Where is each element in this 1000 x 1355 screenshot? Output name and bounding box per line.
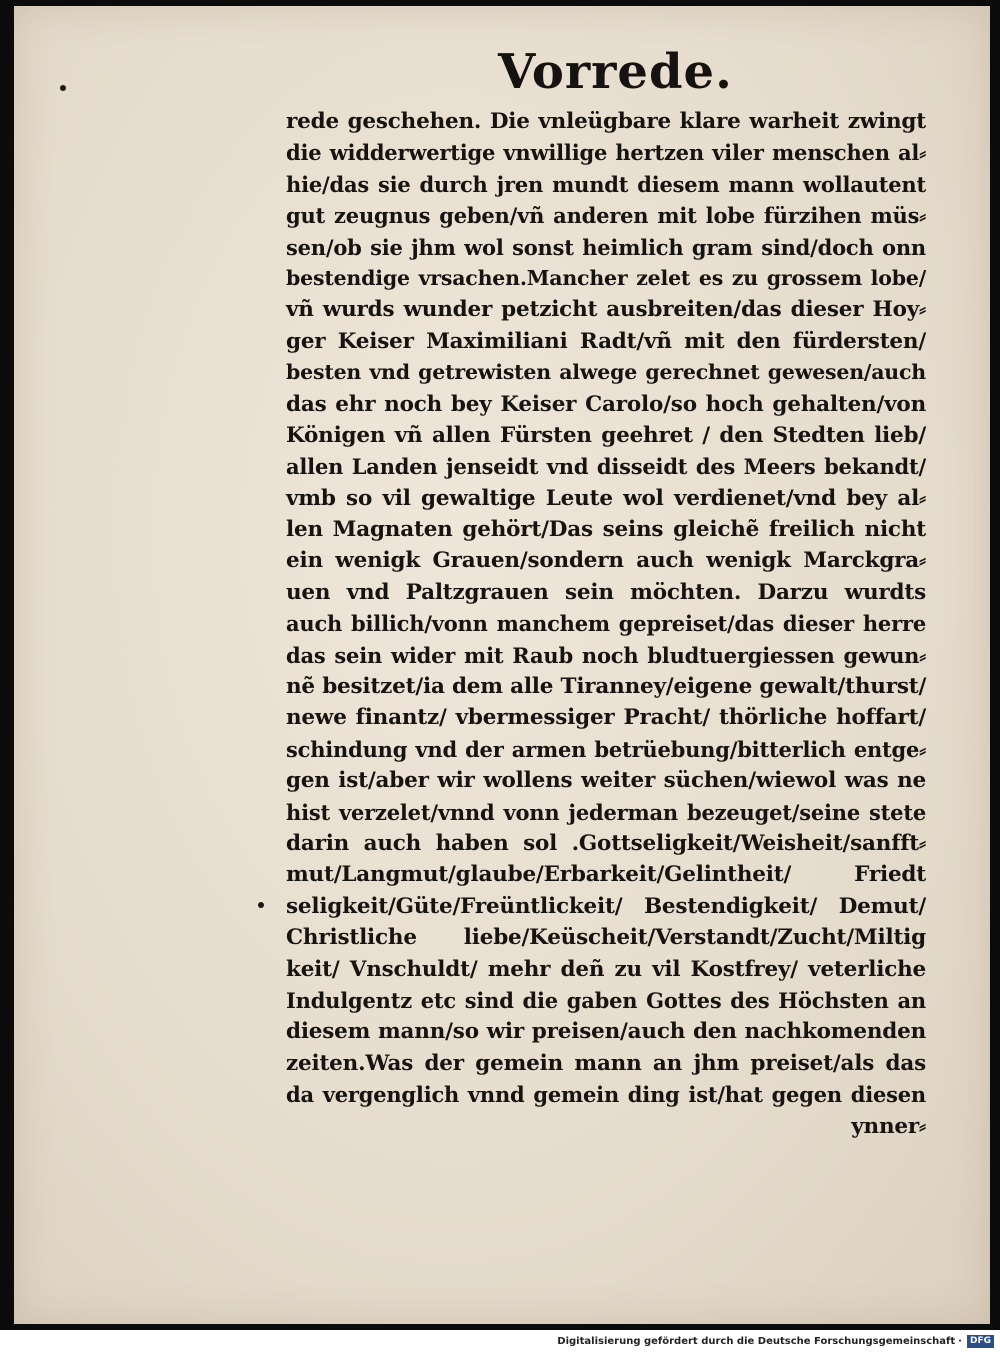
- text-line: seligkeit/Güte/Freüntlickeit/ Bestendigkeit/ Demut/: [286, 893, 926, 919]
- text-line: vñ wurds wunder petzicht ausbreiten/das dieser Hoy⸗: [286, 297, 926, 323]
- text-line: Christliche liebe/Keüscheit/Verstandt/Zucht/Miltig: [286, 925, 926, 951]
- text-line: nẽ besitzet/ia dem alle Tiranney/eigene gewalt/thurst/: [286, 674, 927, 700]
- text-line: gen ist/aber wir wollens weiter süchen/wiewol was ne: [286, 768, 926, 794]
- text-line: bestendige vrsachen.Mancher zelet es zu grossem lobe/: [286, 265, 926, 290]
- text-line: diesem mann/so wir preisen/auch den nachkomenden: [286, 1019, 926, 1045]
- text-line: das sein wider mit Raub noch bludtuergiessen gewun⸗: [286, 642, 926, 668]
- text-line: rede geschehen. Die vnleügbare klare warheit zwingt: [286, 109, 926, 134]
- text-line: ynner⸗: [851, 1113, 926, 1139]
- text-line: schindung vnd der armen betrüebung/bitterlich entge⸗: [286, 736, 926, 762]
- text-line: allen Landen jenseidt vnd disseidt des Meers bekandt/: [286, 454, 926, 480]
- text-line: Königen vñ allen Fürsten geehret / den Stedten lieb/: [286, 422, 926, 448]
- text-line: hist verzelet/vnnd vonn jederman bezeuget/seine stete: [286, 799, 926, 825]
- page-heading: Vorrede.: [498, 44, 733, 100]
- margin-dot: [258, 902, 264, 908]
- text-line: auch billich/vonn manchem gepreiset/das dieser herre: [286, 611, 926, 637]
- text-line: besten vnd getrewisten alwege gerechnet gewesen/auch: [286, 360, 926, 385]
- margin-dot: [60, 85, 66, 91]
- text-line: Indulgentz etc sind die gaben Gottes des Höchsten an: [286, 987, 926, 1013]
- text-line: ger Keiser Maximiliani Radt/vñ mit den fürdersten/: [286, 328, 926, 354]
- text-line: vmb so vil gewaltige Leute wol verdienet/vnd bey al⸗: [286, 485, 926, 511]
- text-line: mut/Langmut/glaube/Erbarkeit/Gelintheit/ Friedt: [286, 862, 926, 888]
- text-line: zeiten.Was der gemein mann an jhm preiset/als das: [286, 1050, 926, 1076]
- text-line: keit/ Vnschuldt/ mehr deñ zu vil Kostfrey/ veterliche: [286, 956, 926, 982]
- text-line: ein wenigk Grauen/sondern auch wenigk Marckgra⸗: [286, 548, 926, 574]
- text-line: die widderwertige vnwillige hertzen viler menschen al⸗: [286, 140, 926, 166]
- text-line: das ehr noch bey Keiser Carolo/so hoch gehalten/von: [286, 391, 926, 417]
- dfg-logo: DFG: [967, 1335, 994, 1348]
- text-line: gut zeugnus geben/vñ anderen mit lobe fürzihen müs⸗: [286, 203, 926, 229]
- text-line: len Magnaten gehört/Das seins gleichẽ freilich nicht: [286, 517, 926, 543]
- text-line: newe finantz/ vbermessiger Pracht/ thörliche hoffart/: [286, 705, 926, 731]
- text-line: sen/ob sie jhm wol sonst heimlich gram sind/doch onn: [286, 234, 926, 260]
- body-text: [286, 106, 926, 1142]
- credit-text: Digitalisierung gefördert durch die Deutsche Forschungsgemeinschaft: [557, 1336, 956, 1347]
- text-line: uen vnd Paltzgrauen sein möchten. Darzu wurdts: [286, 579, 926, 605]
- text-line: hie/das sie durch jren mundt diesem mann wollautent: [286, 171, 926, 197]
- text-line: darin auch haben sol .Gottseligkeit/Weisheit/sanfft⸗: [286, 830, 926, 856]
- credit-separator: ·: [958, 1336, 962, 1347]
- digitization-credit: [0, 1333, 994, 1351]
- text-line: da vergenglich vnnd gemein ding ist/hat gegen diesen: [286, 1082, 926, 1108]
